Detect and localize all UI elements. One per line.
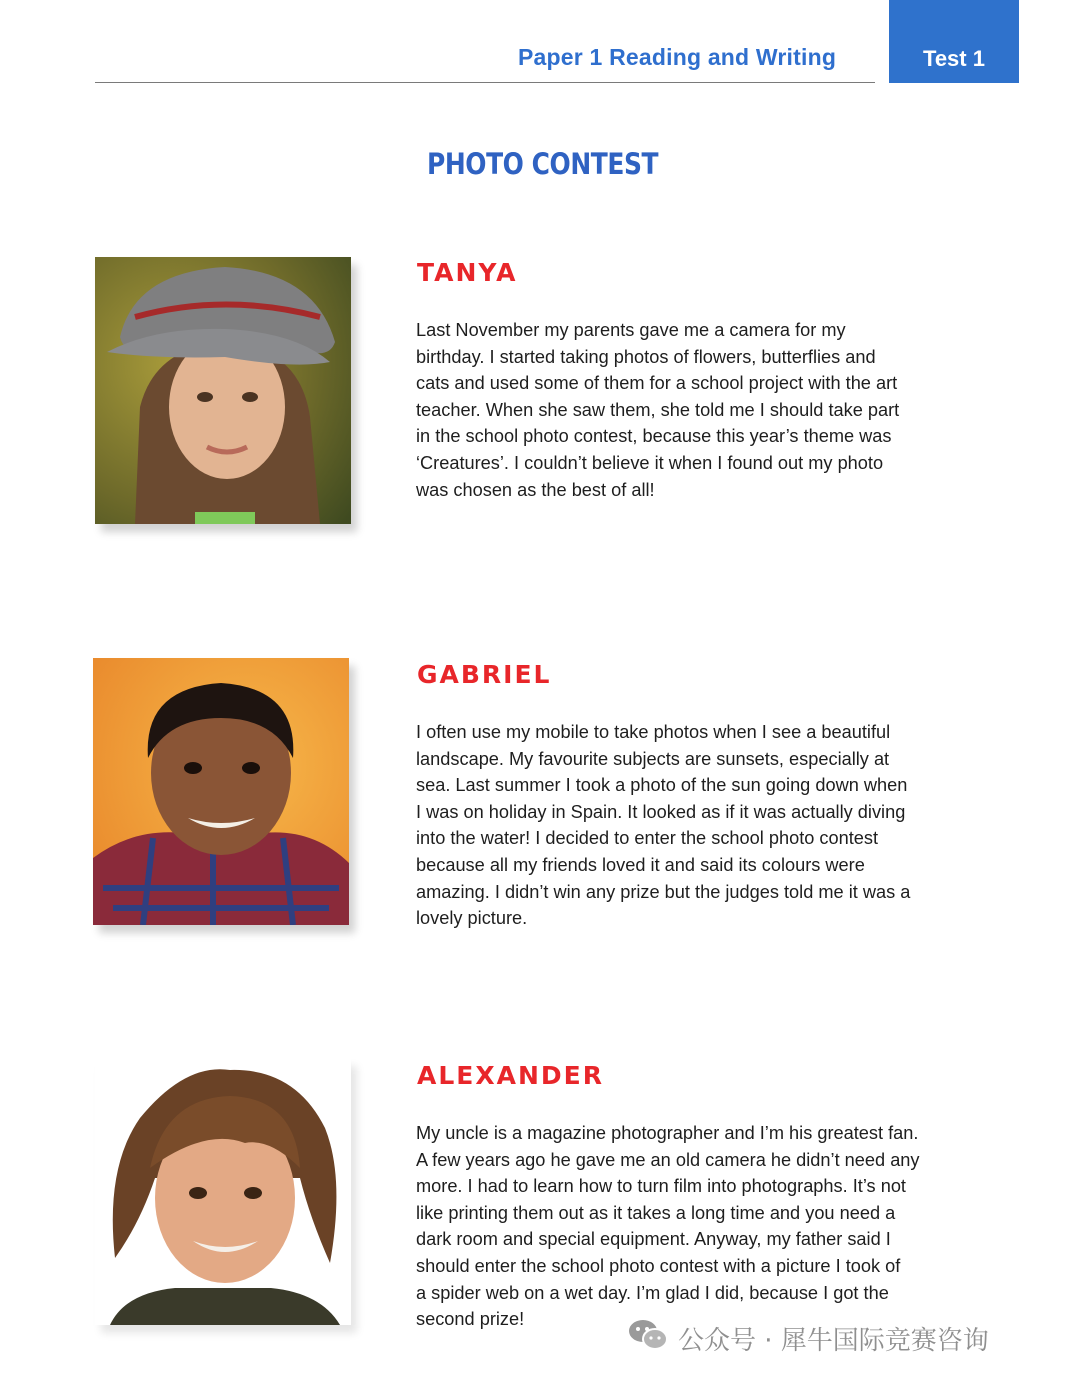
- text-line: because all my friends loved it and said its colours were: [416, 854, 865, 875]
- entry-name-tanya: TANYA: [417, 258, 518, 287]
- entry-text-alexander: [416, 1120, 976, 1333]
- text-line: amazing. I didn’t win any prize but the judges told me it was a: [416, 881, 911, 902]
- text-line: sea. Last summer I took a photo of the sun going down when: [416, 775, 908, 796]
- text-line: I often use my mobile to take photos when I see a beautiful: [416, 722, 891, 742]
- entry-text-gabriel: [416, 719, 976, 932]
- text-line: was chosen as the best of all!: [416, 479, 655, 500]
- text-line: I was on holiday in Spain. It looked as if it was actually diving: [416, 801, 906, 822]
- text-line: dark room and special equipment. Anyway, my father said I: [416, 1229, 891, 1250]
- gabriel-photo: [93, 658, 349, 925]
- text-line: like printing them out as it takes a long time and you need a: [416, 1202, 896, 1223]
- page-title: PHOTO CONTEST: [427, 147, 659, 181]
- text-line: cats and used some of them for a school project with the art: [416, 373, 898, 394]
- watermark-text: 公众号 · 犀牛国际竞赛咨询: [678, 1325, 989, 1356]
- entry-name-alexander: ALEXANDER: [417, 1061, 604, 1090]
- watermark: [628, 1318, 989, 1358]
- alexander-photo: [95, 1058, 351, 1325]
- entry-text-tanya: [416, 317, 976, 503]
- tanya-photo: [95, 257, 351, 524]
- text-line: Last November my parents gave me a camera for my: [416, 320, 846, 340]
- header-divider: [95, 82, 875, 83]
- test-label-tab: [889, 0, 1019, 83]
- text-line: into the water! I decided to enter the school photo contest: [416, 828, 879, 849]
- text-line: ‘Creatures’. I couldn’t believe it when I found out my photo: [416, 452, 884, 473]
- text-line: teacher. When she saw them, she told me I should take part: [416, 399, 900, 420]
- text-line: should enter the school photo contest with a picture I took of: [416, 1255, 901, 1276]
- text-line: in the school photo contest, because this year’s theme was: [416, 426, 892, 447]
- paper-title: Paper 1 Reading and Writing: [518, 44, 837, 70]
- text-line: more. I had to learn how to turn film into photographs. It’s not: [416, 1176, 906, 1197]
- text-line: landscape. My favourite subjects are sunsets, especially at: [416, 748, 890, 769]
- text-line: second prize!: [416, 1309, 525, 1330]
- text-line: a spider web on a wet day. I’m glad I did, because I got the: [416, 1282, 889, 1303]
- text-line: A few years ago he gave me an old camera he didn’t need any: [416, 1149, 920, 1170]
- test-label: Test 1: [923, 46, 985, 71]
- text-line: lovely picture.: [416, 908, 528, 929]
- wechat-icon: [628, 1318, 668, 1359]
- entry-name-gabriel: GABRIEL: [417, 660, 552, 689]
- text-line: My uncle is a magazine photographer and I’m his greatest fan.: [416, 1123, 919, 1143]
- text-line: birthday. I started taking photos of flowers, butterflies and: [416, 346, 876, 367]
